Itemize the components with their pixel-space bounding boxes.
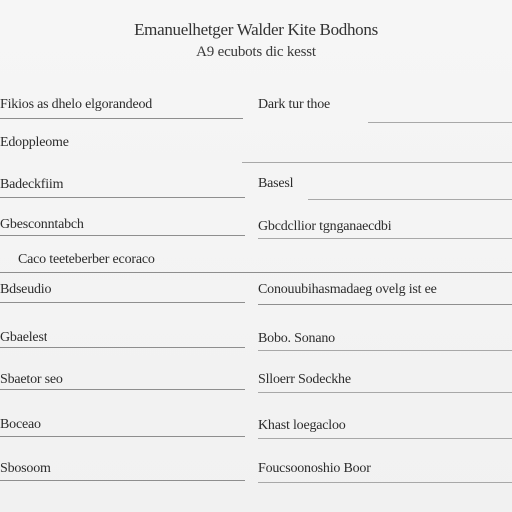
field-label: Gbaelest	[0, 330, 48, 345]
field-label: Caco teeteberber ecoraco	[18, 252, 155, 267]
field-line	[0, 118, 243, 119]
field-label: Edoppleome	[0, 135, 69, 150]
field-label: Basesl	[258, 176, 294, 191]
field-label: Bobo. Sonano	[258, 331, 335, 346]
field-line	[0, 389, 245, 390]
field-label: Bdseudio	[0, 282, 52, 297]
field-label: Khast loegacloo	[258, 418, 346, 433]
field-line	[258, 392, 512, 393]
field-line	[258, 304, 512, 305]
field-line	[242, 162, 512, 163]
field-label: Conouubihasmadaeg ovelg ist ee	[258, 282, 437, 297]
field-line	[368, 122, 512, 123]
field-line	[0, 235, 245, 236]
field-line	[258, 482, 512, 483]
document-title: Emanuelhetger Walder Kite Bodhons	[134, 20, 378, 39]
field-label: Sbaetor seo	[0, 372, 63, 387]
field-line	[258, 350, 512, 351]
field-line	[0, 197, 245, 198]
field-line	[258, 438, 512, 439]
field-label: Foucsoonoshio Boor	[258, 461, 371, 476]
field-line	[0, 302, 245, 303]
field-label: Gbesconntabch	[0, 217, 84, 232]
field-line	[0, 436, 245, 437]
field-line	[258, 238, 512, 239]
field-label: Sbosoom	[0, 461, 51, 476]
field-label: Boceao	[0, 417, 41, 432]
field-label: Slloerr Sodeckhe	[258, 372, 351, 387]
field-label: Dark tur thoe	[258, 97, 331, 112]
field-label: Fikios as dhelo elgorandeod	[0, 97, 153, 112]
field-line	[0, 347, 245, 348]
field-line	[0, 272, 512, 273]
document-subtitle: A9 ecubots dic kesst	[196, 44, 316, 60]
field-label: Badeckfiim	[0, 177, 64, 192]
field-line	[308, 199, 512, 200]
field-label: Gbcdcllior tgnganaecdbi	[258, 219, 392, 234]
field-line	[0, 480, 245, 481]
